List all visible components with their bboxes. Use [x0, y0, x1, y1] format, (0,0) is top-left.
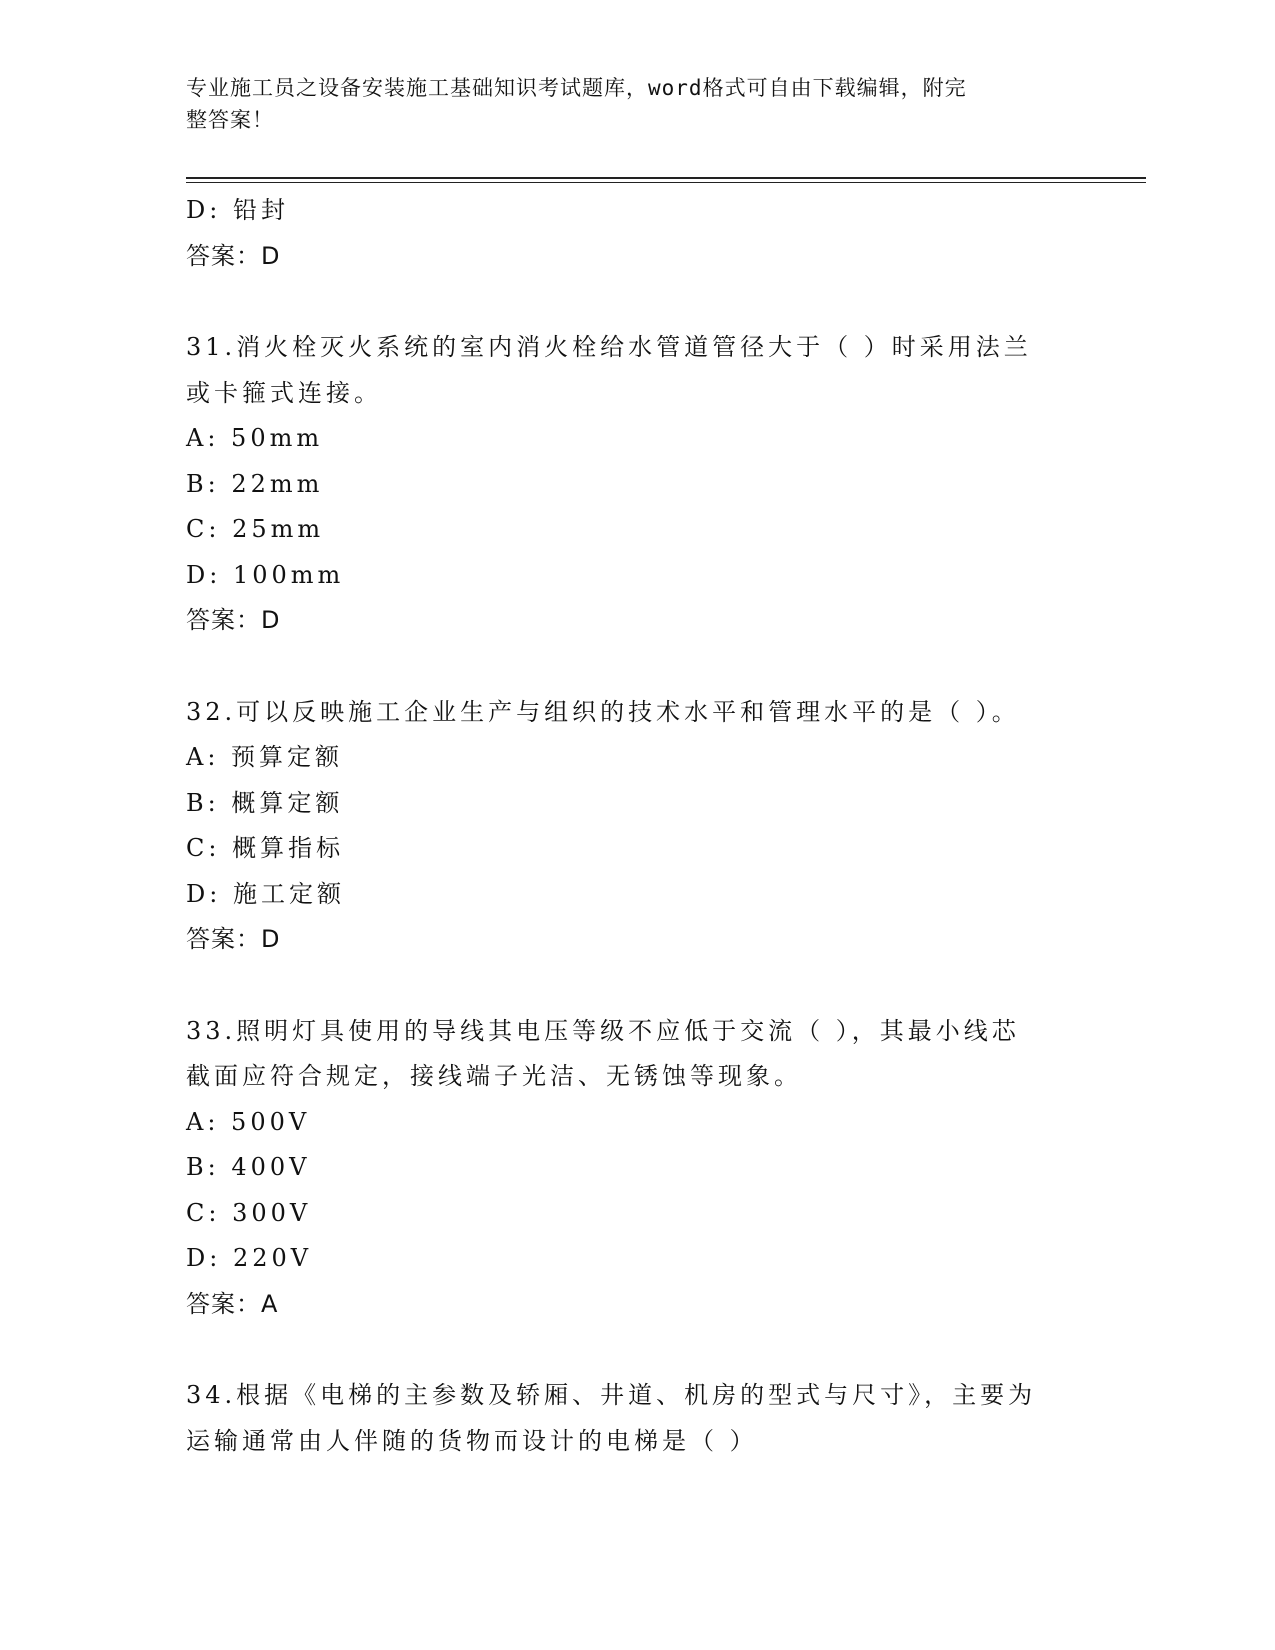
question-33 — [186, 1009, 1086, 1328]
question-32-option-a: A: 预算定额 — [186, 743, 344, 771]
question-31-answer: 答案：D — [186, 606, 281, 634]
prev-option-d: D: 铅封 — [186, 196, 289, 224]
header-line-1: 专业施工员之设备安装施工基础知识考试题库，word格式可自由下载编辑，附完 — [186, 76, 967, 100]
question-31-option-d: D: 100mm — [186, 560, 345, 589]
question-32-option-b: B: 概算定额 — [186, 788, 344, 817]
question-33-option-c: C: 300V — [186, 1198, 312, 1227]
spacer — [186, 644, 1086, 690]
prev-answer: 答案：D — [186, 241, 281, 270]
spacer — [186, 963, 1086, 1009]
spacer — [186, 279, 1086, 325]
question-31 — [186, 325, 1086, 644]
question-33-option-d: D: 220V — [186, 1244, 313, 1272]
question-content — [186, 188, 1086, 1464]
question-31-line-1: 31.消火栓灭火系统的室内消火栓给水管道管径大于（ ）时采用法兰 — [186, 333, 1032, 361]
question-31-option-b: B: 22mm — [186, 469, 324, 498]
header-rule-thin — [186, 182, 1146, 183]
question-34 — [186, 1373, 1086, 1464]
question-31-option-c: C: 25mm — [186, 515, 325, 543]
question-32-line-1: 32.可以反映施工企业生产与组织的技术水平和管理水平的是（ ）。 — [186, 697, 1020, 726]
question-32-option-c: C: 概算指标 — [186, 834, 345, 862]
question-32-answer: 答案：D — [186, 925, 281, 953]
question-34-line-1: 34.根据《电梯的主参数及轿厢、井道、机房的型式与尺寸》，主要为 — [186, 1381, 1037, 1409]
spacer — [186, 1327, 1086, 1373]
question-31-option-a: A: 50mm — [186, 424, 324, 452]
document-header — [186, 72, 1066, 136]
question-31-line-2: 或卡箍式连接。 — [186, 378, 382, 407]
question-33-line-1: 33.照明灯具使用的导线其电压等级不应低于交流（ ），其最小线芯 — [186, 1016, 1020, 1045]
question-32-option-d: D: 施工定额 — [186, 879, 345, 908]
question-34-line-2: 运输通常由人伴随的货物而设计的电梯是（ ） — [186, 1426, 758, 1455]
question-33-answer: 答案：A — [186, 1289, 279, 1318]
question-33-option-a: A: 500V — [186, 1107, 311, 1136]
question-32 — [186, 690, 1086, 963]
question-33-line-2: 截面应符合规定，接线端子光洁、无锈蚀等现象。 — [186, 1062, 802, 1090]
header-line-2: 整答案！ — [186, 108, 274, 132]
header-rule-thick — [186, 177, 1146, 179]
question-33-option-b: B: 400V — [186, 1153, 311, 1181]
